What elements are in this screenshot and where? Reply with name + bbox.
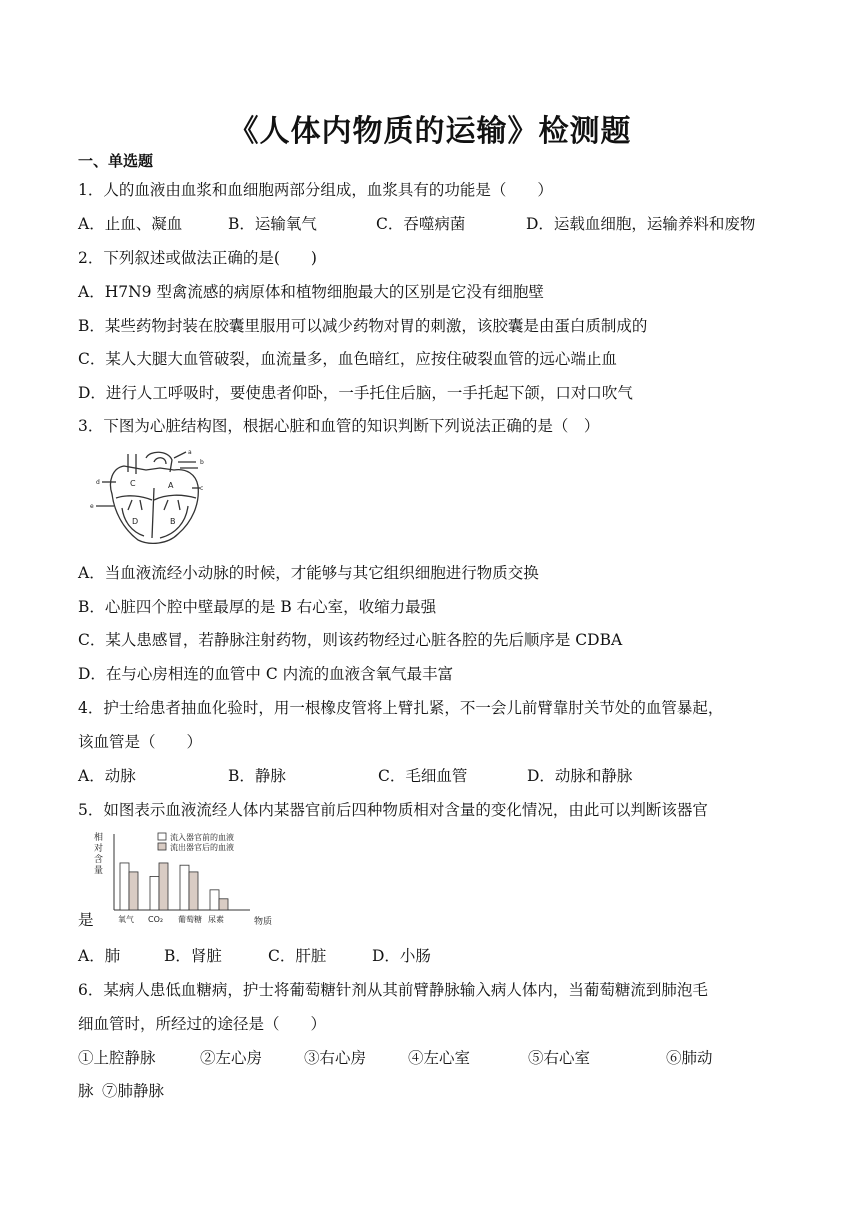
page-title: 《人体内物质的运输》检测题 [228, 114, 632, 149]
section-heading: 一、单选题 [78, 152, 154, 170]
option-c: C．肝脏 [268, 947, 327, 965]
option-c: C．某人大腿大血管破裂，血流量多，血色暗红，应按住破裂血管的远心端止血 [78, 350, 617, 368]
option-b: B．某些药物封装在胶囊里服用可以减少药物对胃的刺激，该胶囊是由蛋白质制成的 [78, 317, 648, 335]
legend-entry: 流入器官前的血液 [170, 833, 234, 842]
option-b: B．心脏四个腔中壁最厚的是 B 右心室，收缩力最强 [78, 598, 437, 616]
category-label: CO₂ [148, 915, 164, 924]
bar-chart-svg [90, 830, 290, 928]
y-axis-label-char: 量 [94, 866, 104, 876]
question-1-stem: 1．人的血液由血浆和血细胞两部分组成，血浆具有的功能是（ ） [78, 181, 553, 199]
label-b-lower: b [200, 459, 204, 466]
question-5-stem: 5．如图表示血液流经人体内某器官前后四种物质相对含量的变化情况，由此可以判断该器官 [78, 801, 708, 819]
option-d: D．动脉和静脉 [527, 767, 633, 785]
option-a: A．止血、凝血 [78, 215, 183, 233]
item-6-cont: 脉 [78, 1082, 94, 1100]
option-a: A．动脉 [78, 767, 136, 785]
option-b: B．静脉 [228, 767, 286, 785]
item-5: ⑤右心室 [528, 1049, 591, 1067]
question-5-stem-end: 是 [78, 911, 94, 929]
heart-diagram [88, 448, 216, 548]
option-a: A．H7N9 型禽流感的病原体和植物细胞最大的区别是它没有细胞壁 [78, 283, 544, 301]
label-c: C [130, 479, 136, 488]
option-b: B．肾脏 [164, 947, 222, 965]
item-6: ⑥肺动 [666, 1049, 713, 1067]
question-3-stem: 3．下图为心脏结构图，根据心脏和血管的知识判断下列说法正确的是（ ） [78, 417, 600, 435]
option-b: B．运输氧气 [228, 215, 317, 233]
substance-bar-chart [90, 830, 290, 928]
category-label: 尿素 [208, 915, 224, 924]
legend-swatch [158, 833, 166, 840]
question-4-stem-line2: 该血管是（ ） [78, 733, 203, 751]
item-2: ②左心房 [200, 1049, 263, 1067]
option-d: D．在与心房相连的血管中 C 内流的血液含氧气最丰富 [78, 665, 454, 683]
item-7: ⑦肺静脉 [102, 1082, 165, 1100]
legend-entry: 流出器官后的血液 [170, 843, 234, 852]
legend-swatch [158, 843, 166, 850]
item-4: ④左心室 [408, 1049, 471, 1067]
bar [120, 863, 129, 910]
option-d: D．进行人工呼吸时，要使患者仰卧，一手托住后脑，一手托起下颌，口对口吹气 [78, 384, 633, 402]
question-6-stem-line2: 细血管时，所经过的途径是（ ） [78, 1015, 327, 1033]
bar [180, 865, 189, 910]
question-6-items-cont [78, 1081, 378, 1101]
label-d-lower: d [96, 479, 100, 486]
question-5-options [78, 946, 478, 966]
bar [210, 890, 219, 910]
question-6-stem-line1: 6．某病人患低血糖病，护士将葡萄糖针剂从其前臂静脉输入病人体内，当葡萄糖流到肺泡毛 [78, 981, 708, 999]
bar [150, 876, 159, 910]
label-a-lower: a [188, 449, 192, 456]
option-c: C．某人患感冒，若静脉注射药物，则该药物经过心脏各腔的先后顺序是 CDBA [78, 631, 623, 649]
y-axis-label-char: 相 [94, 833, 104, 843]
y-axis-label-char: 对 [94, 844, 104, 854]
heart-structure-figure [88, 448, 216, 548]
option-a: A．当血液流经小动脉的时候，才能够与其它组织细胞进行物质交换 [78, 564, 539, 582]
label-d: D [132, 517, 139, 526]
question-2-stem: 2．下列叙述或做法正确的是( ) [78, 249, 317, 267]
question-4-stem-line1: 4．护士给患者抽血化验时，用一根橡皮管将上臂扎紧，不一会儿前臂靠肘关节处的血管暴起， [78, 699, 724, 717]
label-c-lower: c [200, 485, 204, 492]
category-label: 氧气 [118, 915, 134, 924]
bar [129, 872, 138, 910]
label-b: B [170, 517, 176, 526]
option-c: C．毛细血管 [378, 767, 468, 785]
item-3: ③右心房 [304, 1049, 367, 1067]
question-6-items [78, 1048, 778, 1068]
option-a: A．肺 [78, 947, 121, 965]
option-d: D．运载血细胞，运输养料和废物 [526, 215, 756, 233]
bar [219, 899, 228, 910]
category-label: 葡萄糖 [178, 915, 202, 924]
y-axis-label-char: 含 [94, 855, 104, 865]
label-e-lower: e [90, 503, 94, 510]
item-1: ①上腔静脉 [78, 1049, 156, 1067]
label-a: A [168, 481, 174, 490]
bar [189, 872, 198, 910]
option-c: C．吞噬病菌 [376, 215, 466, 233]
x-axis-label: 物质 [254, 917, 273, 927]
question-4-options [78, 766, 778, 786]
option-d: D．小肠 [372, 947, 431, 965]
bar [159, 863, 168, 910]
question-1-options [78, 214, 798, 234]
